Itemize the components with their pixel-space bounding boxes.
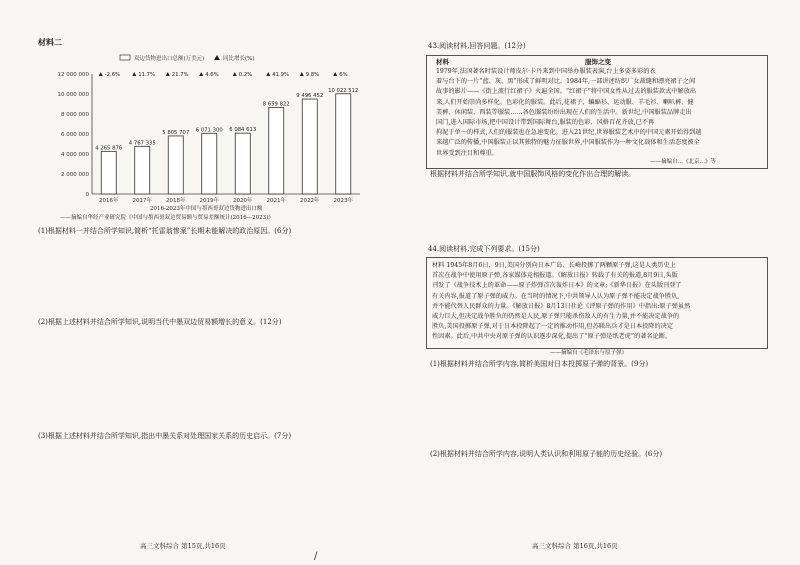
q43-material-label: 材料 [436,58,449,66]
bar [269,107,284,194]
bar-value-label: 9 496 452 [296,93,324,100]
bar [336,94,351,194]
q43-header: 43.阅读材料,回答问题。(12分) [428,42,526,50]
legend-growth-marker [214,55,220,60]
q44-passage-line: 胜负,美国投掷原子弹,对于日本投降起了一定的推动作用,但苏联出兵才是日本投降的决定 [432,323,674,331]
q43-passage [436,67,762,159]
growth-marker [266,72,270,76]
q43-passage-line: 1979年,法国著名时装设计师皮尔·卡丹来到中国举办服装表演,台上多姿多彩的衣 [436,68,656,75]
q43-passage-line: 拘泥于单一的样式,人们的服装也在急速变化。进入21世纪,世界服装艺术中的中国元素开始得到越 [436,129,702,137]
bar [235,133,250,194]
growth-label: 4.6% [205,72,219,78]
q43-passage-line: 美裤、休闲装、西装等服装……各色服装纷纷出现在人们的生活中。新世纪,中国服装品牌走出 [436,108,692,116]
y-tick-label: 8 000 000 [61,112,89,118]
q44-passage-line: 有关内容,报道了原子弹的威力。在当时的情况下,中共领导人认为原子弹不能决定战争胜负, [432,292,680,300]
growth-label: -2.6% [104,72,121,78]
q43-source: ——摘编自…《北京…》等 [650,159,717,165]
chart-source-note: ——摘编自华经产业研究院《中国与墨西哥双边贸易额与贸易差额统计(2016—2023)》 [60,215,274,221]
y-tick-label: 2 000 000 [61,172,89,178]
bar [302,99,317,194]
bar [101,151,116,194]
q44-source: ——摘编自《毛泽东与原子弹》 [550,350,628,356]
growth-marker [199,72,203,76]
material-title: 材料二 [38,37,62,47]
legend-bar-swatch [120,55,130,60]
y-tick-label: 12 000 000 [57,72,89,78]
q44-passage-line: 威力巨大,但决定战争胜负的仍然是人民,原子弹只能杀伤敌人的有生力量,并不能决定战争的 [432,313,680,321]
growth-marker [99,72,103,76]
growth-marker [233,72,237,76]
y-tick-label: 6 000 000 [61,132,89,138]
q43-passage-line: 国门,进入国际市场,把中国设计带到国际舞台,服装的色彩、风格百花齐放,已不再 [436,119,655,127]
x-tick-label: 2020年 [233,198,253,204]
q44-passage-line: 刊发了《战争技术上的革命——原子炸弹首次轰炸日本》的文章;《新华日报》在头版刊登了 [432,282,682,290]
q44-passage-line: 并不能代替人民群众的力量。《解放日报》8月13日社论《评原子弹的作用》中指出:原子弹虽然 [432,302,691,310]
x-tick-label: 2023年 [333,198,353,204]
q44-header: 44.阅读材料,完成下列要求。(15分) [428,245,540,253]
chart-caption: 2016-2023年中国与墨西哥双边货物进出口额 [150,206,263,212]
page-footer-left: 高三文科综合 第15页,共16页 [140,542,226,550]
bar [168,136,183,194]
bar-value-label: 6 071 300 [195,127,223,134]
bar-value-label: 4 767 335 [128,140,156,147]
question-2: (2)根据上述材料并结合所学知识,说明当代中墨双边贸易额增长的意义。(12分) [38,318,282,326]
growth-marker [300,72,304,76]
center-fold-mark: / [314,551,318,562]
bar-value-label: 8 659 822 [262,101,290,108]
x-tick-label: 2022年 [300,198,320,204]
q44-passage [432,261,762,343]
x-tick-label: 2016年 [99,198,119,204]
x-tick-label: 2019年 [199,198,219,204]
legend-bar-label: 双边货物进出口总额(万美元) [134,56,205,62]
growth-label: 21.7% [171,72,189,78]
growth-marker [166,72,170,76]
question-1: (1)根据材料一并结合所学知识,简析“托雷翁惨案”长期未能解决的政治原因。(6分) [38,227,292,235]
bar [202,133,217,194]
growth-label: 6% [339,72,348,78]
bar-value-label: 6 084 613 [229,127,257,134]
bar-value-label: 4 265 876 [95,145,123,152]
trade-bar-chart [30,52,390,202]
q43-passage-line: 来,人们开始崇尚多样化、色彩化的服装。此后,花裙子、蝙蝠衫、运动服、羊毛衫、喇叭裤、健 [436,98,694,106]
y-tick-label: 10 000 000 [57,92,89,98]
q44-passage-line: 材料 1945年8月6日、9日,美国分别向日本广岛、长崎投掷了两颗原子弹,这是人类历史上 [432,262,676,269]
x-tick-label: 2021年 [266,198,286,204]
bar-value-label: 5 805 707 [162,129,190,136]
q44-question-2: (2)根据材料并结合所学内容,说明人类认识和利用原子能的历史经验。(6分) [430,450,663,458]
q44-question-1: (1)根据材料并结合所学内容,简析美国对日本投掷原子弹的背景。(9分) [430,360,649,368]
growth-label: 41.9% [272,72,290,78]
x-tick-label: 2017年 [132,198,152,204]
y-tick-label: 0 [85,192,89,198]
q43-passage-line: 故事的影片——《街上流行红裙子》火遍全国。“红裙子”将中国女性从过去的服装款式中解放出 [436,88,697,96]
x-tick-label: 2018年 [166,198,186,204]
page-footer-right: 高三文科综合 第16页,共16页 [532,542,618,550]
bar-value-label: 10 022 512 [328,87,359,94]
q43-title: 服饰之变 [585,58,611,66]
right-page [400,0,800,565]
growth-label: 11.7% [138,72,156,78]
question-3: (3)根据上述材料并结合所学知识,指出中墨关系对处理国家关系的历史启示。(7分) [38,432,292,440]
growth-label: 9.8% [305,72,320,78]
growth-marker [132,72,136,76]
q43-passage-line: 着与台下的一片“蓝、灰、黑”形成了鲜明对比。1984年,一部讲述纺织厂女裁缝和漂亮裙子之间 [436,78,696,86]
q43-passage-line: 来越广泛的传播,中国服装正以其独特的魅力征服世界,中国服装作为一种文化载体和生活态度被全 [436,139,700,147]
bar [135,146,150,194]
legend-growth-label: 同比增长(%) [223,56,255,62]
q44-passage-line: 性因素。此后,中共中央对原子弹的认识逐步深化,提出了“原子弹是纸老虎”的著名论断。 [432,333,672,341]
y-tick-label: 4 000 000 [61,152,89,158]
growth-marker [333,72,337,76]
q43-question: 根据材料并结合所学知识,就中国服饰风格的变化作出合理的解读。 [430,170,636,178]
q44-passage-line: 首次在战争中使用原子弹,各家媒体竞相报道。《解放日报》转载了有关的报道,8月9日,头版 [432,272,678,280]
growth-label: 0.2% [238,72,253,78]
q43-passage-line: 世界受到注目和尊重。 [436,149,498,157]
